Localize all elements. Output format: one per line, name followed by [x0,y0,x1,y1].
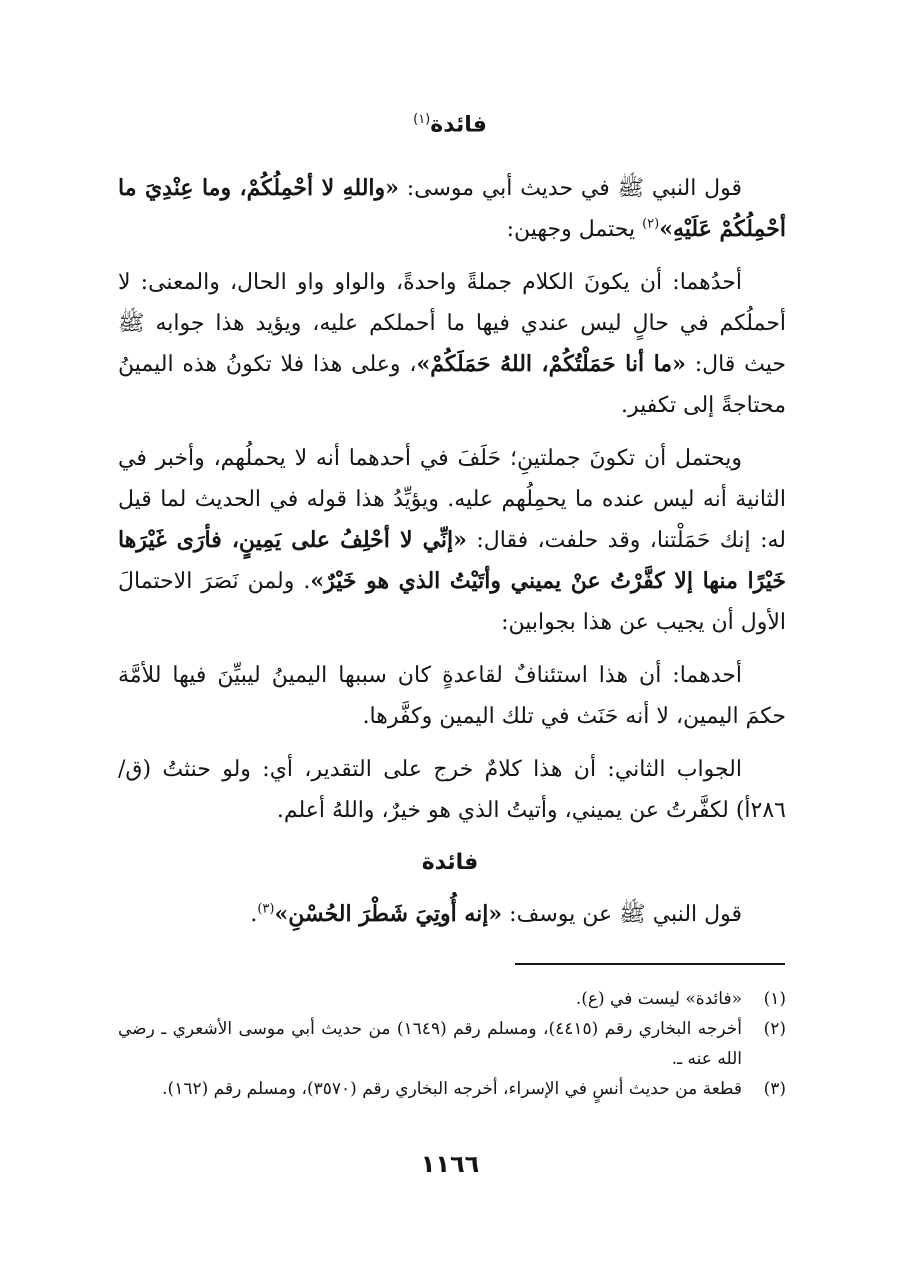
hadith-quote: «ما أنا حَمَلْتُكُمْ، اللهُ حَمَلَكُمْ» [416,351,686,377]
page-number: ١١٦٦ [420,1150,480,1178]
section-2-body [118,894,786,935]
paragraph-second-tail: . ولمن نَصَرَ الاحتمالَ الأول أن يجيب عن هذا بجوابين: [118,569,786,635]
paragraph-intro [118,168,786,250]
footnote-text: قطعة من حديث أنسٍ في الإسراء، أخرجه البخاري رقم (٣٥٧٠)، ومسلم رقم (١٦٢). [162,1079,742,1099]
footnote-number: (٢) [763,1019,786,1039]
footnote-1 [118,984,786,1014]
footnote-2 [118,1014,786,1074]
footnote-3 [118,1074,786,1104]
footnote-text: «فائدة» ليست في (ع). [575,989,742,1009]
paragraph-answer-one: أحدهما: أن هذا استئنافٌ لقاعدةٍ كان سببها اليمينُ ليبيِّنَ فيها للأمَّة حكمَ اليمين، لا أنه حَنَث في تلك اليمين وكفَّرها. [118,663,786,729]
footnotes [118,984,786,1104]
footnote-divider [515,963,785,965]
heading-footnote-ref: (١) [413,112,431,127]
footnote-ref-2: (٢) [642,216,660,232]
paragraph-yusuf-lead: قول النبي ﷺ عن يوسف: [502,902,742,927]
hadith-quote: «واللهِ لا أحْمِلُكُمْ، وما عِنْدِيَ ما أحْمِلُكُمْ عَلَيْهِ» [118,175,786,242]
paragraph-intro-lead: قول النبي ﷺ في حديث أبي موسى: [398,176,742,201]
paragraph-answer-two: الجواب الثاني: أن هذا كلامٌ خرج على التقدير، أي: ولو حنثتُ (ق/٢٨٦أ) لكفَّرتُ عن يميني، وأتيتُ الذي هو خيرٌ، واللهُ أعلم. [118,757,786,823]
paragraph-first-lead: أحدُهما: أن يكونَ الكلام جملةً واحدةً، والواو واو الحال، والمعنى: لا أحملُكم في حالٍ ليس عندي فيها ما أحملكم عليه، ويؤيد هذا جوابه ﷺ حيث قال: [118,270,787,377]
paragraph-second-lead: ويحتمل أن تكونَ جملتينِ؛ حَلَفَ في أحدهما أنه لا يحملُهم، وأخبر في الثانية أنه ليس عنده ما يحمِلُهم عليه. ويؤيِّدُ هذا قوله في الحديث لما قيل له: إنك حَمَلْتنا، وقد حلفت، فقال: [118,446,786,553]
footnote-ref-3: (٣) [257,901,275,917]
section-heading-2: فائدة [421,850,479,875]
section-heading-1-text: فائدة [430,112,487,138]
paragraph-first-tail: ، وعلى هذا فلا تكونُ هذه اليمينُ محتاجةً إلى تكفير. [118,352,786,418]
paragraph-second-interpretation [118,438,786,643]
hadith-quote: «إنِّي لا أحْلِفُ على يَمِينٍ، فأرَى غَيْرَها خَيْرًا منها إلا كفَّرْتُ عنْ يميني وأتَيْتُ الذي هو خَيْرٌ» [118,527,786,594]
paragraph-yusuf-tail: . [250,902,258,927]
footnote-text: أخرجه البخاري رقم (٤٤١٥)، ومسلم رقم (١٦٤٩) من حديث أبي موسى الأشعري ـ رضي الله عنه ـ. [118,1019,742,1069]
hadith-quote: «إنه أُوتِيَ شَطْرَ الحُسْنِ» [274,901,503,927]
section-1-body [118,168,786,831]
section-heading-1 [0,112,900,137]
paragraph-first-interpretation [118,262,786,426]
footnote-number: (١) [763,989,786,1009]
paragraph-yusuf [118,894,786,935]
footnote-number: (٣) [763,1079,786,1099]
paragraph-intro-tail: يحتمل وجهين: [506,217,643,242]
